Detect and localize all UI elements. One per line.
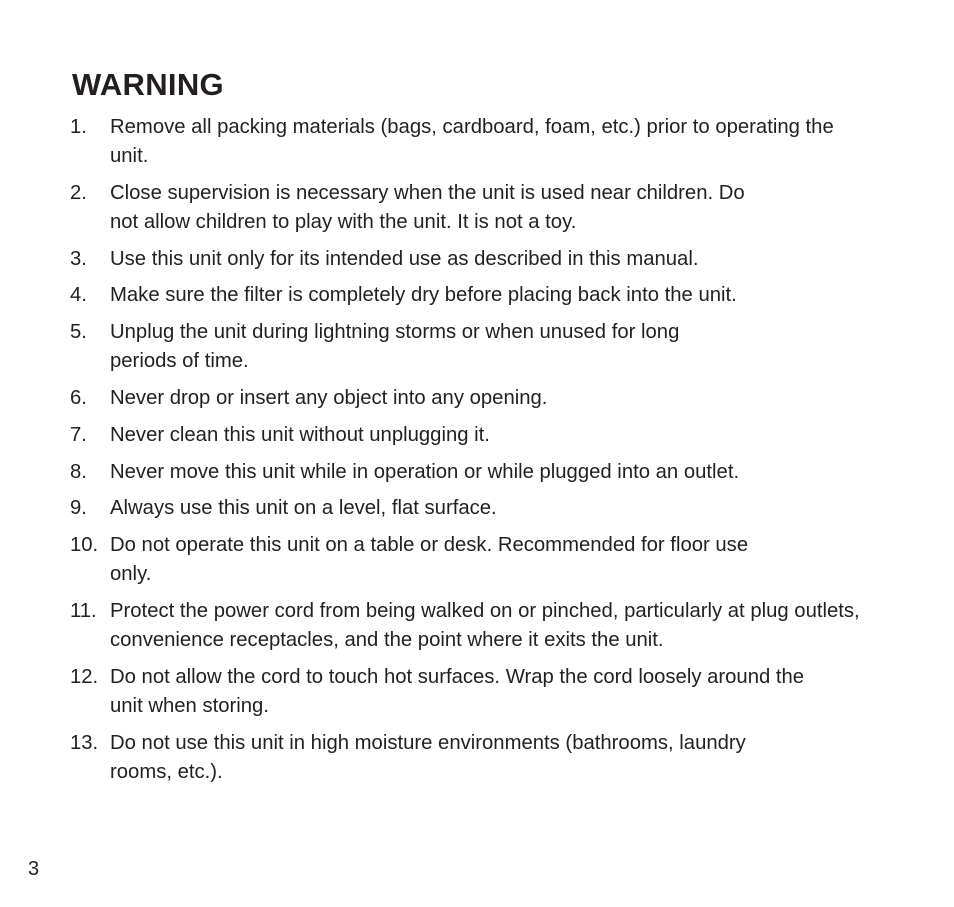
list-item: [70, 494, 870, 523]
item-text: Do not allow the cord to touch hot surfaces. Wrap the cord loosely around the unit when storing.: [110, 665, 805, 717]
list-item: [70, 421, 870, 450]
list-item: [70, 458, 870, 487]
list-item: [70, 281, 870, 310]
item-number: 2.: [70, 181, 87, 204]
list-item: [70, 113, 870, 171]
item-text: Always use this unit on a level, flat surface.: [110, 497, 497, 520]
item-text: Never move this unit while in operation or while plugged into an outlet.: [110, 460, 740, 483]
item-text: Protect the power cord from being walked on or pinched, particularly at plug outlets, convenience receptacles, and the point where it exits the unit.: [110, 599, 860, 651]
item-text: Use this unit only for its intended use as described in this manual.: [110, 247, 699, 270]
warning-heading: WARNING: [72, 67, 224, 102]
item-text: Unplug the unit during lightning storms or when unused for long periods of time.: [110, 321, 680, 373]
item-text: Remove all packing materials (bags, cardboard, foam, etc.) prior to operating the unit.: [110, 116, 834, 167]
item-number: 6.: [70, 386, 87, 409]
warning-list: [70, 113, 870, 794]
item-number: 7.: [70, 423, 87, 446]
list-item: [70, 531, 870, 589]
item-text: Make sure the filter is completely dry before placing back into the unit.: [110, 284, 737, 307]
item-number: 3.: [70, 247, 87, 270]
list-item: [70, 245, 870, 274]
item-number: 1.: [70, 116, 87, 138]
list-item: [70, 597, 870, 655]
item-number: 13.: [70, 731, 99, 754]
item-number: 4.: [70, 284, 87, 307]
item-number: 8.: [70, 460, 87, 483]
item-text: Do not operate this unit on a table or desk. Recommended for floor use only.: [110, 534, 749, 586]
item-text: Do not use this unit in high moisture environments (bathrooms, laundry rooms, etc.).: [110, 731, 746, 783]
item-text: Never drop or insert any object into any opening.: [110, 386, 548, 409]
item-number: 12.: [70, 665, 99, 688]
list-item: [70, 179, 870, 237]
item-text: Never clean this unit without unplugging it.: [110, 423, 490, 446]
list-item: [70, 729, 870, 787]
item-number: 9.: [70, 497, 87, 520]
list-item: [70, 318, 870, 376]
item-number: 11.: [70, 599, 97, 622]
page-number: 3: [28, 858, 40, 880]
list-item: [70, 663, 870, 721]
item-text: Close supervision is necessary when the unit is used near children. Do not allow children to play with the unit. It is not a toy.: [110, 181, 745, 233]
list-item: [70, 384, 870, 413]
item-number: 10.: [70, 534, 99, 557]
item-number: 5.: [70, 321, 87, 344]
